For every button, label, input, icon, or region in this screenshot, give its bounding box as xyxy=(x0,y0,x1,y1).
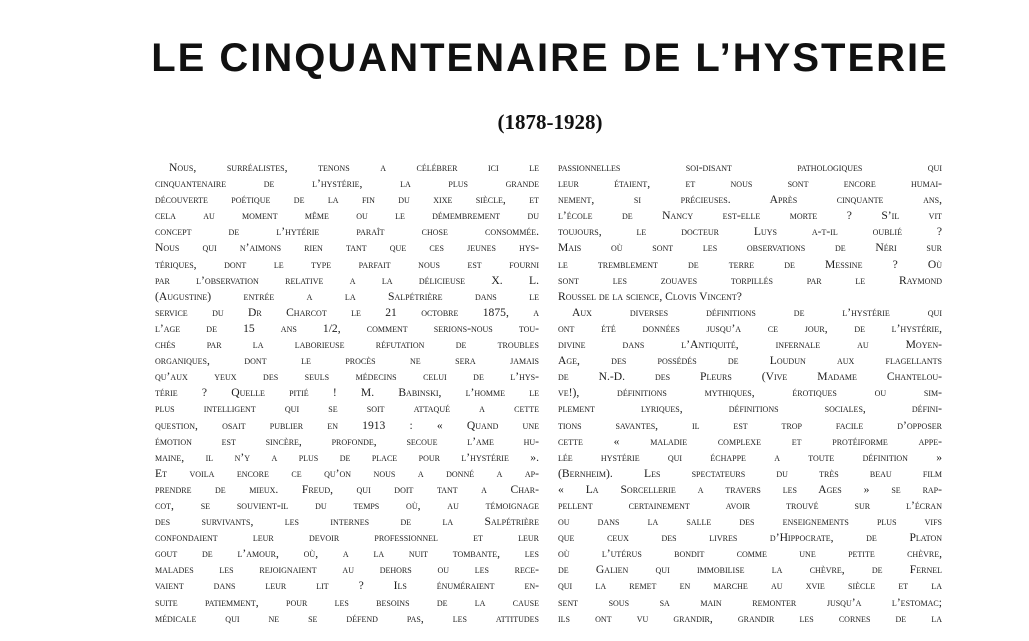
text-line: service du Dr Charcot le 21 octobre 1875, a xyxy=(155,305,539,319)
text-line: Et voila encore ce qu’on nous a donné a ap- xyxy=(155,466,539,480)
text-line: des survivants, les internes de la Salpétrière xyxy=(155,515,539,529)
article-title: LE CINQUANTENAIRE DE L’HYSTERIE xyxy=(151,36,949,80)
text-line: toujours, le docteur Luys a-t-il oublié ? xyxy=(558,225,942,239)
text-line: (Bernheim). Les spectateurs du très beau film xyxy=(558,466,942,480)
text-line: l’age de 15 ans 1/2, comment serions-nous tou- xyxy=(155,321,539,335)
text-line: médicale qui ne se défend pas, les attitudes xyxy=(155,611,539,625)
text-line: prendre de mieux. Freud, qui doit tant a Char- xyxy=(155,482,539,496)
text-line: qu’aux yeux des seuls médecins celui de l’hys- xyxy=(155,370,539,384)
text-line: ils ont vu grandir, grandir les cornes de la xyxy=(558,611,942,625)
text-column-left xyxy=(155,160,539,627)
text-line: ve!), définitions mythiques, érotiques ou sim- xyxy=(558,386,942,400)
text-line: Roussel de la science, Clovis Vincent? xyxy=(558,289,742,303)
text-line: cot, se souvient-il du temps où, au témoignage xyxy=(155,498,539,512)
text-line: leur étaient, et nous sont encore humai- xyxy=(558,177,942,191)
text-line: confondaient leur devoir professionnel et leur xyxy=(155,531,539,545)
text-line: émotion est sincère, profonde, secoue l’ame hu- xyxy=(155,434,539,448)
text-line: le tremblement de terre de Messine ? Où xyxy=(558,257,942,271)
text-line: Age, des possédés de Loudun aux flagellants xyxy=(558,354,942,368)
text-line: concept de l’hytérie paraît chose consommée. xyxy=(155,225,539,239)
text-line: de Galien qui immobilise la chèvre, de Fernel xyxy=(558,563,942,577)
text-line: question, osait publier en 1913 : « Quand une xyxy=(155,418,539,432)
text-line: l’école de Nancy est-elle morte ? S’il vit xyxy=(558,209,942,223)
text-line: Nous qui n’aimons rien tant que ces jeunes hys- xyxy=(155,241,539,255)
text-line: térie ? Quelle pitié ! M. Babinski, l’homme le xyxy=(155,386,539,400)
text-line: ou dans la salle des enseignements plus vifs xyxy=(558,515,942,529)
text-line: maine, il n’y a plus de place pour l’hystérie ». xyxy=(155,450,539,464)
text-line: gout de l’amour, où, a la nuit tombante, les xyxy=(155,547,539,561)
text-line: Mais où sont les observations de Néri sur xyxy=(558,241,942,255)
text-line: pellent certainement avoir trouvé sur l’écran xyxy=(558,498,942,512)
text-line: ont été données jusqu’a ce jour, de l’hystérie, xyxy=(558,321,942,335)
text-line: plement lyriques, définitions sociales, défini- xyxy=(558,402,942,416)
text-line: suite patiemment, pour les besoins de la cause xyxy=(155,595,539,609)
text-line: que ceux des livres d’Hippocrate, de Platon xyxy=(558,531,942,545)
text-line: tions savantes, il est trop facile d’opposer xyxy=(558,418,942,432)
text-line: lée hystérie qui échappe a toute définition » xyxy=(558,450,942,464)
text-line: nement, si précieuses. Après cinquante ans, xyxy=(558,193,942,207)
text-line: passionnelles soi-disant pathologiques qui xyxy=(558,161,942,174)
text-line: Aux diverses définitions de l’hystérie qui xyxy=(572,305,942,319)
text-line: divine dans l’Antiquité, infernale au Moyen- xyxy=(558,338,942,352)
text-line: « La Sorcellerie a travers les Ages » se rap- xyxy=(558,482,942,496)
text-column-right xyxy=(558,160,942,627)
text-line: vaient dans leur lit ? Ils énuméraient en- xyxy=(155,579,539,593)
text-line: organiques, dont le procès ne sera jamais xyxy=(155,354,539,368)
text-line: cinquantenaire de l’hystérie, la plus grande xyxy=(155,177,539,191)
text-line: de N.-D. des Pleurs (Vive Madame Chantelou- xyxy=(558,370,942,384)
text-line: qui la remet en marche au xvie siècle et la xyxy=(558,579,942,593)
text-line: (Augustine) entrée a la Salpétrière dans le xyxy=(155,289,539,303)
text-line: Nous, surréalistes, tenons a célébrer ici le xyxy=(169,161,539,174)
text-line: par l’observation relative a la délicieuse X. L. xyxy=(155,273,539,287)
text-line: tériques, dont le type parfait nous est fourni xyxy=(155,257,539,271)
text-line: sent sous sa main remonter jusqu’a l’estomac; xyxy=(558,595,942,609)
text-line: chés par la laborieuse réfutation de troubles xyxy=(155,338,539,352)
text-line: où l’utérus bondit comme une petite chèvre, xyxy=(558,547,942,561)
text-line: cela au moment même ou le démembrement du xyxy=(155,209,539,223)
text-line: sont les zouaves torpillés par le Raymond xyxy=(558,273,942,287)
text-line: cette « maladie complexe et protéiforme appe- xyxy=(558,434,942,448)
text-line: plus intelligent qui se soit attaqué a cette xyxy=(155,402,539,416)
article-subtitle-dates: (1878-1928) xyxy=(497,110,603,134)
text-line: malades les rejoignaient au dehors ou les rece- xyxy=(155,563,539,577)
text-line: découverte poétique de la fin du xixe siècle, et xyxy=(155,193,539,207)
